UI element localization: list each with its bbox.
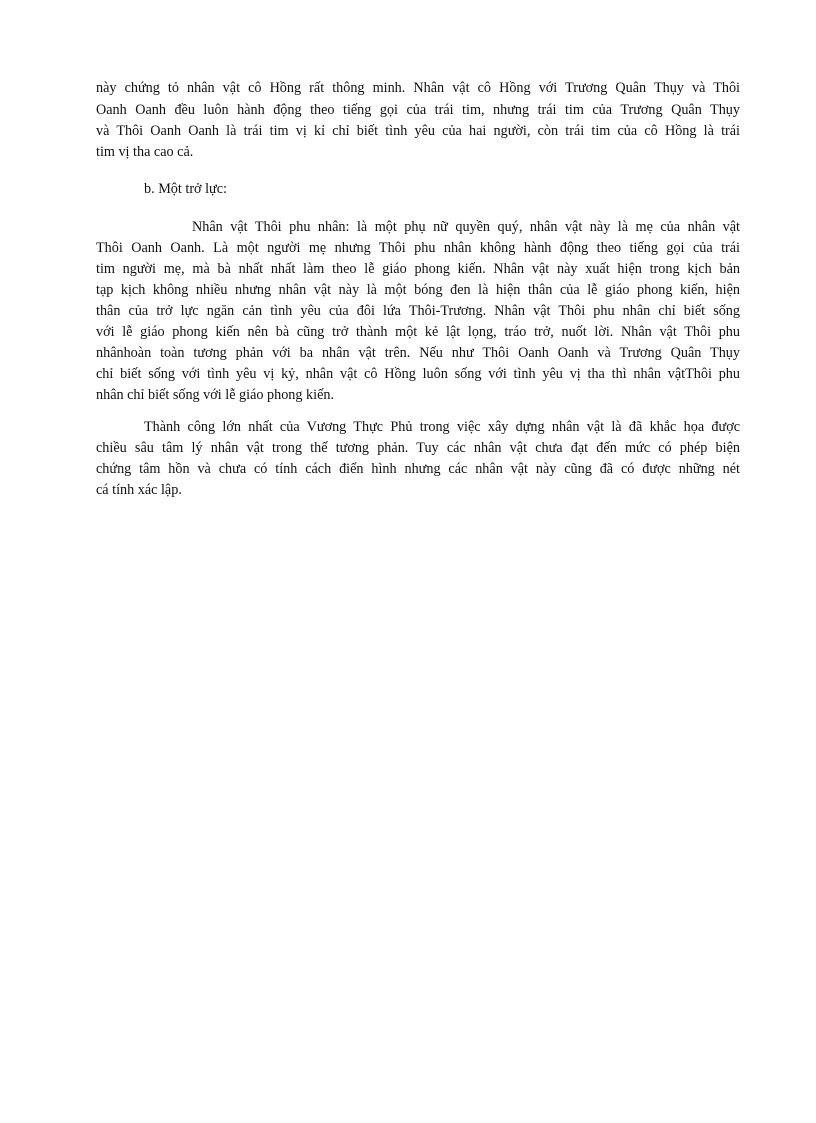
paragraph-2-line-4: tạp kịch không nhiều nhưng nhân vật này là một bóng đen là hiện thân của lễ giáo phong kiến, hiện	[96, 282, 740, 298]
paragraph-1-line-1: này chứng tỏ nhân vật cô Hồng rất thông minh. Nhân vật cô Hồng với Trương Quân Thụy và Thôi	[96, 80, 740, 96]
paragraph-2-line-5: thân của trở lực ngăn cản tình yêu của đôi lứa Thôi-Trương. Nhân vật Thôi phu nhân chỉ biết sống	[96, 303, 740, 319]
paragraph-2-line-8: chỉ biết sống với tình yêu vị kỷ, nhân vật cô Hồng luôn sống với tình yêu vị tha thì nhân vậtThôi phu	[96, 366, 740, 382]
paragraph-3-line-3: chứng tâm hồn và chưa có tính cách điển hình nhưng các nhân vật này cũng đã có được những nét	[96, 461, 740, 477]
paragraph-2-line-3: tim người mẹ, mà bà nhất nhất làm theo lễ giáo phong kiến. Nhân vật này xuất hiện trong kịch bản	[96, 261, 740, 277]
section-heading-b: b. Một trở lực:	[144, 181, 227, 197]
paragraph-3-line-4: cá tính xác lập.	[96, 482, 182, 498]
paragraph-2-line-2: Thôi Oanh Oanh. Là một người mẹ nhưng Thôi phu nhân không hành động theo tiếng gọi của trái	[96, 240, 740, 256]
paragraph-1-line-2: Oanh Oanh đều luôn hành động theo tiếng gọi của trái tim, nhưng trái tim của Trương Quân Thụy	[96, 102, 740, 118]
paragraph-3-line-2: chiều sâu tâm lý nhân vật trong thế tương phản. Tuy các nhân vật chưa đạt đến mức có phép biện	[96, 440, 740, 456]
paragraph-3-line-1: Thành công lớn nhất của Vương Thực Phủ trong việc xây dựng nhân vật là đã khắc họa được	[144, 419, 740, 435]
paragraph-1-line-4: tim vị tha cao cả.	[96, 144, 194, 160]
paragraph-2-line-1: Nhân vật Thôi phu nhân: là một phụ nữ quyền quý, nhân vật này là mẹ của nhân vật	[192, 219, 740, 235]
paragraph-1-line-3: và Thôi Oanh Oanh là trái tim vị kỉ chỉ biết tình yêu của hai người, còn trái tim của cô Hồng là trái	[96, 123, 740, 139]
paragraph-2-line-9: nhân chỉ biết sống với lễ giáo phong kiến.	[96, 387, 335, 403]
paragraph-2-line-7: nhânhoàn toàn tương phản với ba nhân vật trên. Nếu như Thôi Oanh Oanh và Trương Quân Thụy	[96, 345, 740, 361]
paragraph-2-line-6: với lễ giáo phong kiến nên bà cũng trở thành một kẻ lật lọng, tráo trở, nuốt lời. Nhân vật Thôi phu	[96, 324, 740, 340]
